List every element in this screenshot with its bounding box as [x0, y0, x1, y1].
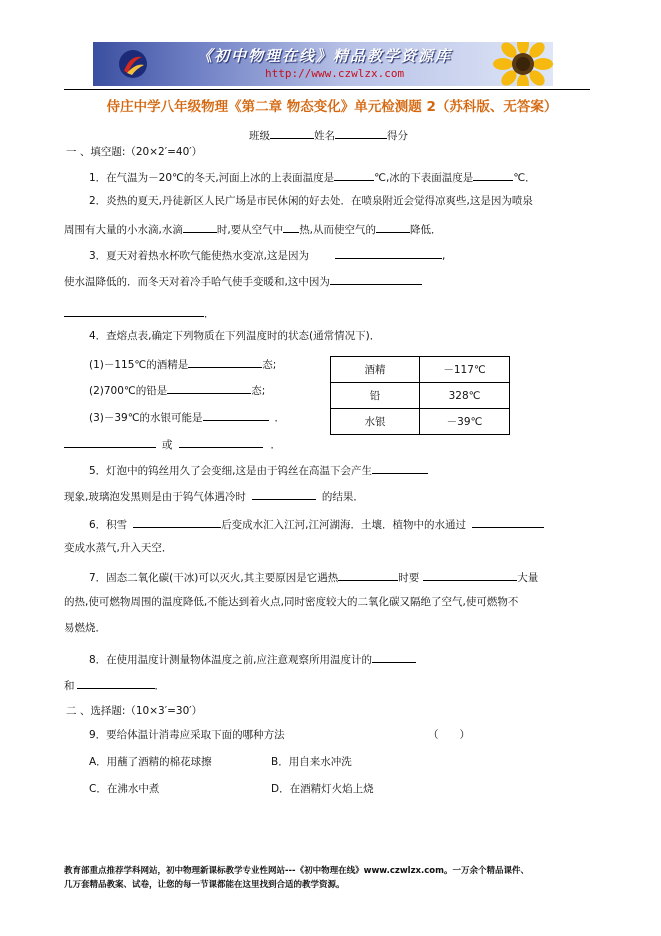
footer: [64, 864, 604, 892]
q5-blank-1[interactable]: [372, 462, 428, 474]
question-8-line-1: [89, 651, 416, 667]
q1-text-c: ℃．: [513, 172, 536, 184]
q2-blank-1[interactable]: [183, 221, 217, 233]
header-banner: [93, 42, 553, 86]
q9-option-b: B．用自来水冲洗: [271, 756, 352, 768]
q4-item3-period: ．: [274, 412, 286, 424]
q4-or: 或: [162, 439, 173, 451]
q2-blank-2[interactable]: [283, 221, 299, 233]
q1-blank-1[interactable]: [334, 169, 374, 181]
q3-blank-2[interactable]: [330, 273, 422, 285]
q3-period: ．: [204, 308, 215, 320]
name-label: 姓名: [314, 130, 335, 142]
q2-blank-3[interactable]: [376, 221, 410, 233]
q4-item2-suffix: 态;: [251, 385, 266, 397]
q4-blank-4[interactable]: [64, 436, 156, 448]
q3-blank-1[interactable]: [335, 247, 442, 259]
q5-blank-2[interactable]: [252, 488, 316, 500]
q5-text-c: 的结果．: [321, 491, 364, 503]
question-5-line-1: [89, 462, 428, 478]
q8-blank-1[interactable]: [372, 651, 416, 663]
q3-blank-3[interactable]: [64, 305, 204, 317]
question-8-line-2: [64, 677, 165, 693]
table-cell-name: 铅: [331, 383, 420, 409]
q3-comma: ,: [442, 250, 446, 262]
q1-text-b: ℃,冰的下表面温度是: [374, 172, 474, 184]
q2-text-c: 热,从而使空气的: [299, 224, 377, 236]
question-6-line-2: 变成水蒸气,升入天空．: [64, 542, 173, 554]
q7-blank-2[interactable]: [423, 569, 517, 581]
q9-option-a: A．用蘸了酒精的棉花球擦: [89, 756, 212, 768]
q7-text-a: 7．固态二氧化碳(干冰)可以灭火,其主要原因是它遇热: [89, 572, 339, 584]
q1-blank-2[interactable]: [473, 169, 513, 181]
class-blank[interactable]: [270, 127, 314, 139]
question-4-item-3: [89, 409, 285, 425]
q8-blank-2[interactable]: [77, 677, 155, 689]
document-title: 侍庄中学八年级物理《第二章 物态变化》单元检测题 2（苏科版、无答案）: [106, 99, 558, 115]
table-cell-value: －39℃: [420, 409, 510, 435]
question-4-item-2: [89, 382, 265, 398]
question-6-line-1: [89, 516, 544, 532]
q4-blank-3[interactable]: [203, 409, 269, 421]
question-5-line-2: [64, 488, 364, 504]
table-row: [331, 409, 510, 435]
q3-text-a: 3．夏天对着热水杯吹气能使热水变凉,这是因为: [89, 250, 310, 262]
q4-item3-text: (3)－39℃的水银可能是: [89, 412, 203, 424]
question-4-item-3-cont: [64, 436, 281, 452]
section1-title: 一 、填空题:（20×2′=40′）: [66, 146, 203, 158]
q4-blank-2[interactable]: [167, 382, 251, 394]
footer-line-1: 教育部重点推荐学科网站，初中物理新课标教学专业性网站---《初中物理在线》www.czwlzx.com。一万余个精品课件、: [64, 866, 529, 876]
table-cell-value: －117℃: [420, 357, 510, 383]
question-3-line-3: [64, 305, 215, 321]
table-row: [331, 383, 510, 409]
q4-item1-text: (1)－115℃的酒精是: [89, 359, 189, 371]
q3-text-b: 使水温降低的．而冬天对着冷手哈气使手变暖和,这中因为: [64, 276, 330, 288]
q4-blank-1[interactable]: [188, 356, 262, 368]
question-4-item-1: [89, 356, 276, 372]
q2-text-b: 时,要从空气中: [216, 224, 284, 236]
q4-cont-period: ．: [270, 439, 281, 451]
question-2-line-2: [64, 221, 442, 237]
q1-text-a: 1．在气温为－20℃的冬天,河面上冰的上表面温度是: [89, 172, 335, 184]
banner-title: 《初中物理在线》精品教学资源库: [197, 47, 453, 65]
q2-text-a: 周围有大量的小水滴,水滴: [64, 224, 183, 236]
score-label: 得分: [387, 130, 408, 142]
question-7-line-2: 的热,使可燃物周围的温度降低,不能达到着火点,同时密度较大的二氧化碳又隔绝了空气,使可燃物不: [64, 596, 519, 608]
question-7-line-3: 易燃烧．: [64, 622, 106, 634]
question-3-line-2: [64, 273, 422, 289]
q9-option-c: C．在沸水中煮: [89, 783, 160, 795]
q7-text-c: 大量: [517, 572, 539, 584]
q8-period: ．: [154, 680, 165, 692]
q9-answer-paren[interactable]: （ ）: [428, 729, 470, 741]
question-9-stem: 9．要给体温计消毒应采取下面的哪种方法: [89, 729, 285, 741]
q9-option-d: D．在酒精灯火焰上烧: [271, 783, 374, 795]
table-row: [331, 357, 510, 383]
question-3-line-1: [89, 247, 445, 263]
question-7-line-1: [89, 569, 538, 585]
q7-text-b: 时要: [398, 572, 420, 584]
logo-icon: [118, 49, 148, 79]
class-label: 班级: [249, 130, 270, 142]
q2-text-d: 降低．: [410, 224, 442, 236]
banner-url: http://www.czwlzx.com: [265, 67, 405, 80]
q8-text-a: 8．在使用温度计测量物体温度之前,应注意观察所用温度计的: [89, 654, 373, 666]
q5-text-b: 现象,玻璃泡发黑则是由于钨气体遇冷时: [64, 491, 246, 503]
q7-blank-1[interactable]: [338, 569, 398, 581]
question-4-stem: 4．查熔点表,确定下列物质在下列温度时的状态(通常情况下)．: [89, 330, 381, 342]
q6-blank-1[interactable]: [133, 516, 221, 528]
footer-line-2: 几万套精品教案、试卷，让您的每一节课都能在这里找到合适的教学资源。: [64, 880, 345, 890]
name-blank[interactable]: [335, 127, 387, 139]
table-cell-name: 水银: [331, 409, 420, 435]
q4-blank-5[interactable]: [179, 436, 263, 448]
q5-text-a: 5．灯泡中的钨丝用久了会变细,这是由于钨丝在高温下会产生: [89, 465, 373, 477]
q8-text-b: 和: [64, 680, 75, 692]
header-divider: [64, 89, 590, 90]
q6-text-b: 后变成水汇入江河,江河湖海．土壤．植物中的水通过: [221, 519, 467, 531]
melting-point-table: [330, 356, 510, 435]
q4-item1-suffix: 态;: [262, 359, 277, 371]
question-1: [89, 169, 536, 185]
question-2-line-1: 2．炎热的夏天,丹徒新区人民广场是市民休闲的好去处．在喷泉附近会觉得凉爽些,这是因为喷泉: [89, 195, 533, 207]
q6-blank-2[interactable]: [472, 516, 544, 528]
table-cell-name: 酒精: [331, 357, 420, 383]
student-info-row: [249, 127, 408, 143]
q6-text-a: 6．积雪: [89, 519, 128, 531]
q4-item2-text: (2)700℃的铅是: [89, 385, 168, 397]
section2-title: 二 、选择题:（10×3′=30′）: [66, 705, 203, 717]
table-cell-value: 328℃: [420, 383, 510, 409]
sunflower-icon: [488, 42, 553, 86]
